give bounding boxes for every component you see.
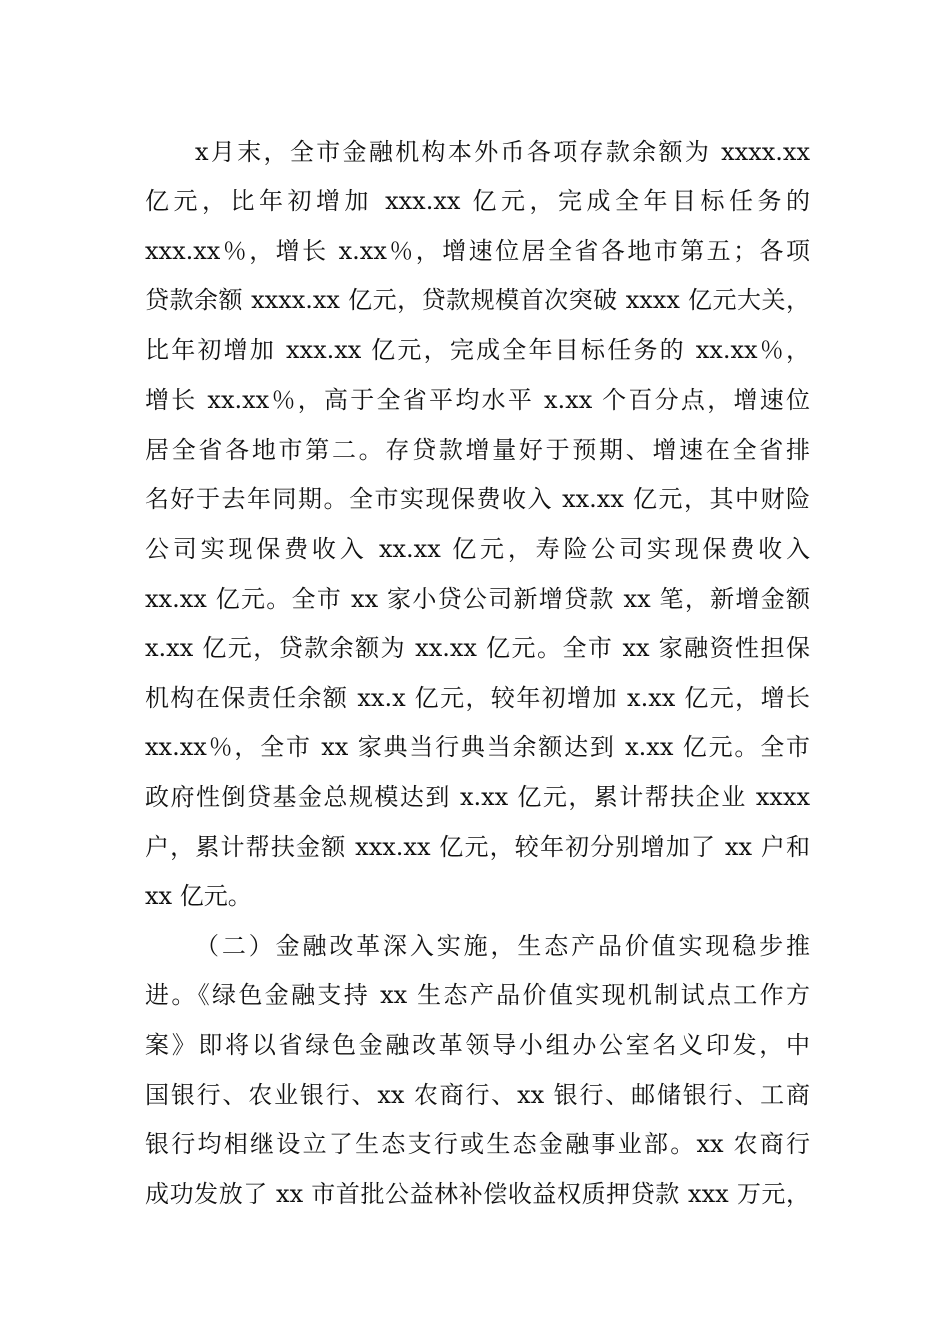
- paragraph-1-line-11: x.xx 亿元，贷款余额为 xx.xx 亿元。全市 xx 家融资性担保: [145, 634, 810, 662]
- paragraph-1-line-10: xx.xx 亿元。全市 xx 家小贷公司新增贷款 xx 笔，新增金额: [145, 585, 810, 613]
- paragraph-1-line-15: 户，累计帮扶金额 xxx.xx 亿元，较年初分别增加了 xx 户和: [145, 833, 810, 861]
- paragraph-2-line-4: 国银行、农业银行、xx 农商行、xx 银行、邮储银行、工商: [145, 1081, 810, 1109]
- paragraph-2-line-5: 银行均相继设立了生态支行或生态金融事业部。xx 农商行: [145, 1130, 810, 1158]
- paragraph-1-line-12: 机构在保责任余额 xx.x 亿元，较年初增加 x.xx 亿元，增长: [145, 684, 810, 712]
- paragraph-2-line-2: 进。《绿色金融支持 xx 生态产品价值实现机制试点工作方: [145, 981, 810, 1009]
- paragraph-1-line-7: 居全省各地市第二。存贷款增量好于预期、增速在全省排: [145, 436, 810, 464]
- paragraph-1-line-8: 名好于去年同期。全市实现保费收入 xx.xx 亿元，其中财险: [145, 485, 810, 513]
- paragraph-1-line-9: 公司实现保费收入 xx.xx 亿元，寿险公司实现保费收入: [145, 535, 810, 563]
- paragraph-1-line-1: x月末，全市金融机构本外币各项存款余额为 xxxx.xx: [195, 138, 810, 166]
- paragraph-1-line-4: 贷款余额 xxxx.xx 亿元，贷款规模首次突破 xxxx 亿元大关，: [145, 286, 810, 314]
- paragraph-2-line-3: 案》即将以省绿色金融改革领导小组办公室名义印发，中: [145, 1031, 810, 1059]
- paragraph-1-line-2: 亿元，比年初增加 xxx.xx 亿元，完成全年目标任务的: [145, 187, 810, 215]
- paragraph-1-line-3: xxx.xx％，增长 x.xx％，增速位居全省各地市第五；各项: [145, 237, 810, 265]
- paragraph-2-line-6: 成功发放了 xx 市首批公益林补偿收益权质押贷款 xxx 万元，: [145, 1180, 810, 1208]
- paragraph-2-line-1: （二）金融改革深入实施，生态产品价值实现稳步推: [195, 932, 810, 960]
- paragraph-1-line-14: 政府性倒贷基金总规模达到 x.xx 亿元，累计帮扶企业 xxxx: [145, 783, 810, 811]
- paragraph-1-line-13: xx.xx％，全市 xx 家典当行典当余额达到 x.xx 亿元。全市: [145, 733, 810, 761]
- paragraph-1-line-6: 增长 xx.xx％，高于全省平均水平 x.xx 个百分点，增速位: [145, 386, 810, 414]
- paragraph-1-line-5: 比年初增加 xxx.xx 亿元，完成全年目标任务的 xx.xx％，: [145, 336, 810, 364]
- paragraph-1-line-16: xx 亿元。: [145, 882, 252, 910]
